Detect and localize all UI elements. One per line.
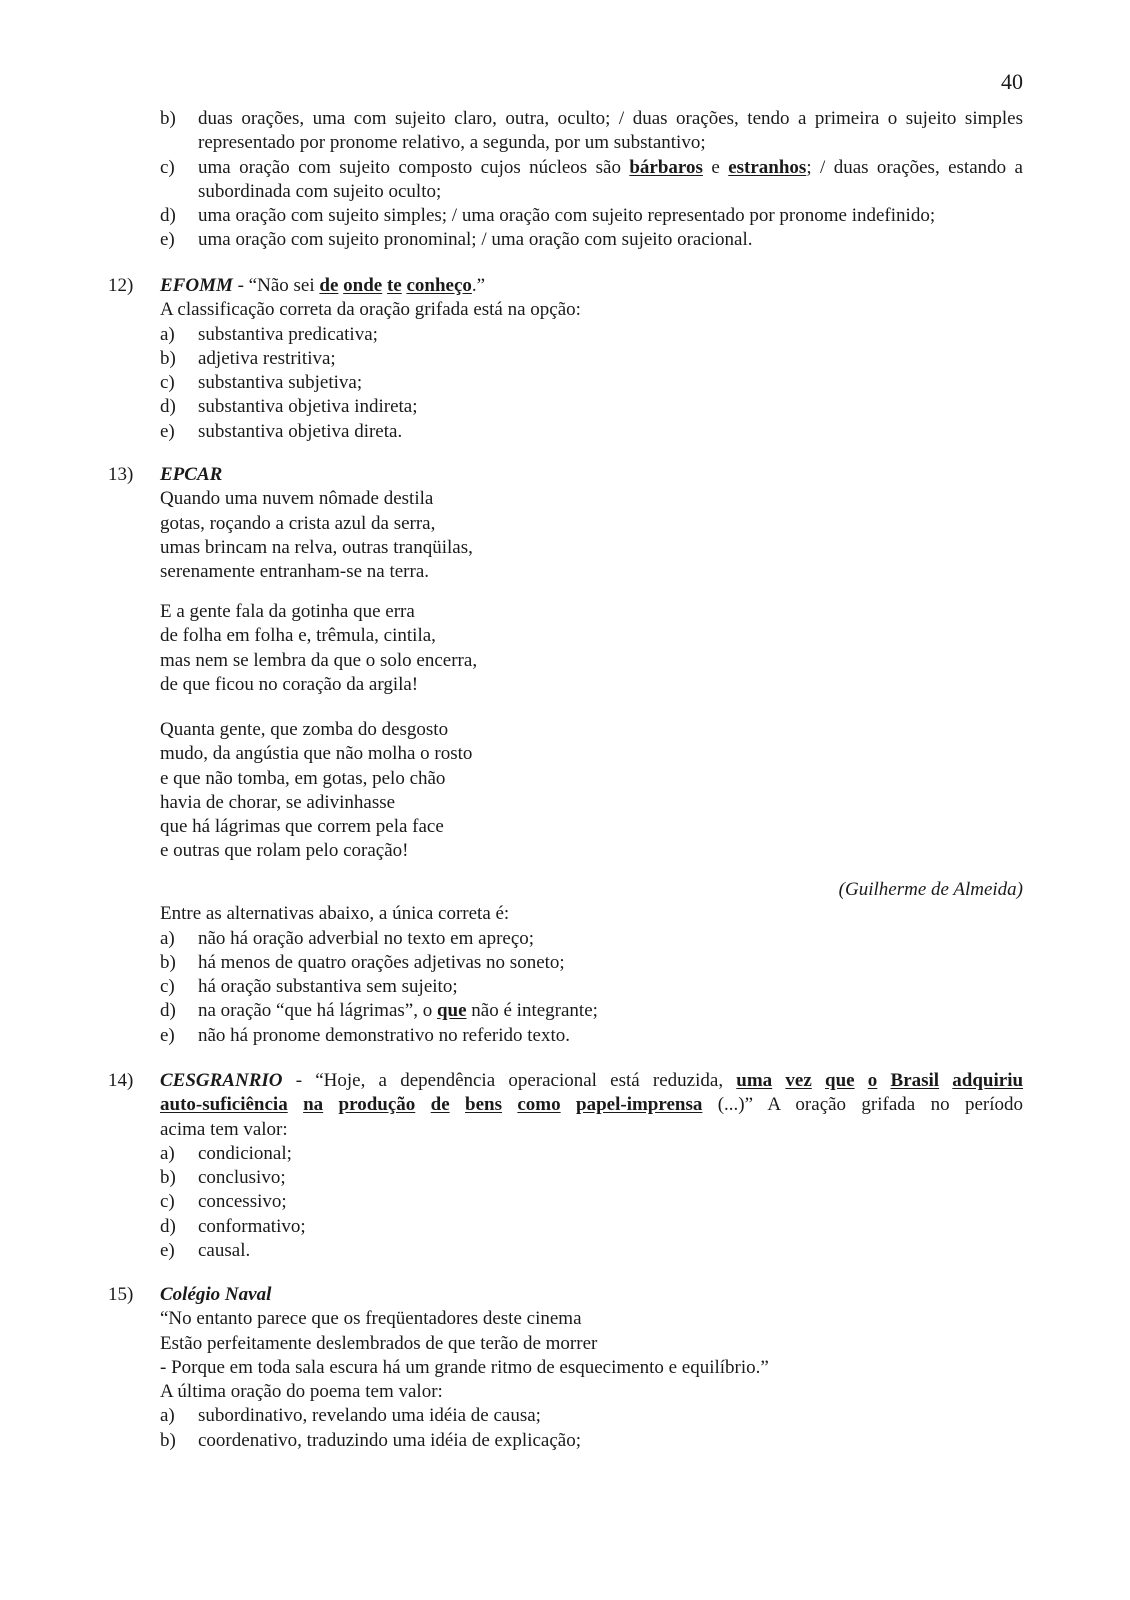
question-14-number: 14) (108, 1070, 134, 1091)
poem-line: Estão perfeitamente deslembrados de que terão de morrer (160, 1332, 598, 1354)
option-a: a) subordinativo, revelando uma idéia de causa; (160, 1405, 541, 1427)
underlined-word: que (436, 1000, 467, 1022)
question-14-stem-line-2: auto-suficiência na produção de bens como papel-imprensa (...)” A oração grifada no período (160, 1094, 1024, 1116)
exam-source: EFOMM (160, 275, 233, 296)
poem-stanza-2: E a gente fala da gotinha que erra de folha em folha e, trêmula, cintila, mas nem se lembra da que o solo encerra, de que ficou no coração da argila! (160, 601, 478, 695)
option-c: c) há oração substantiva sem sujeito; (160, 976, 458, 998)
question-14-stem-line-3: acima tem valor: (160, 1118, 288, 1140)
option-letter: b) (160, 108, 176, 129)
exam-source: CESGRANRIO (160, 1070, 283, 1091)
option-text: uma oração com sujeito composto cujos núcleos são bárbaros e estranhos; / duas orações, estando a subordinada com sujeito oculto; (198, 156, 1023, 202)
option-e: e) substantiva objetiva direta. (160, 420, 403, 442)
option-text: uma oração com sujeito pronominal; / uma oração com sujeito oracional. (198, 229, 753, 251)
question-15-prompt: A última oração do poema tem valor: (160, 1381, 443, 1403)
exam-source: EPCAR (160, 464, 223, 485)
question-12 (160, 274, 1023, 444)
question-15-number: 15) (108, 1284, 134, 1305)
underlined-word: bárbaros (629, 156, 703, 178)
underlined-word: estranhos (728, 156, 807, 178)
option-c: c) concessivo; (160, 1191, 287, 1213)
question-14-stem-line-1: CESGRANRIO - “Hoje, a dependência operacional está reduzida, uma vez que o Brasil adquiriu (160, 1070, 1024, 1091)
option-d: d) na oração “que há lágrimas”, o que não é integrante; (160, 1000, 598, 1022)
option-b: b) conclusivo; (160, 1167, 286, 1189)
option-a: a) substantiva predicativa; (160, 323, 378, 345)
poem-stanza-1: Quando uma nuvem nômade destila gotas, roçando a crista azul da serra, umas brincam na relva, outras tranqüilas, serenamente entranham-se na terra. (160, 488, 473, 583)
question-15 (160, 1283, 1023, 1453)
poem-line: - Porque em toda sala escura há um grande ritmo de esquecimento e equilíbrio.” (160, 1356, 769, 1378)
question-12-stem: EFOMM - “Não sei de onde te conheço.” (160, 275, 486, 296)
exam-source: Colégio Naval (160, 1284, 272, 1305)
poem-line: “No entanto parece que os freqüentadores deste cinema (160, 1308, 582, 1330)
option-d: d) conformativo; (160, 1215, 306, 1237)
option-b: b) coordenativo, traduzindo uma idéia de explicação; (160, 1429, 582, 1451)
option-d (160, 204, 1023, 228)
question-13 (160, 463, 1023, 584)
question-12-number: 12) (108, 275, 134, 296)
option-e (160, 228, 1023, 252)
option-b: b) há menos de quatro orações adjetivas no soneto; (160, 951, 565, 973)
poem-author: (Guilherme de Almeida) (838, 879, 1023, 900)
option-text: duas orações, uma com sujeito claro, outra, oculto; / duas orações, tendo a primeira o sujeito simples representado por pronome relativo, a segunda, por um substantivo; (198, 108, 1023, 154)
option-a: a) não há oração adverbial no texto em apreço; (160, 927, 535, 949)
option-e: e) causal. (160, 1240, 251, 1262)
option-b (160, 107, 1023, 156)
question-12-prompt: A classificação correta da oração grifada está na opção: (160, 299, 581, 321)
question-14 (160, 1069, 1023, 1263)
option-a: a) condicional; (160, 1142, 292, 1164)
option-b: b) adjetiva restritiva; (160, 347, 336, 369)
question-11-options (160, 107, 1023, 253)
option-letter: c) (160, 156, 175, 178)
option-c (160, 156, 1023, 205)
option-d: d) substantiva objetiva indireta; (160, 396, 418, 418)
question-13-number: 13) (108, 464, 134, 485)
page-number: 40 (1001, 69, 1023, 94)
option-letter: e) (160, 229, 175, 251)
question-13-body (160, 878, 1023, 1048)
option-text: uma oração com sujeito simples; / uma oração com sujeito representado por pronome indefinido; (198, 205, 936, 227)
option-e: e) não há pronome demonstrativo no referido texto. (160, 1024, 570, 1046)
poem-stanza-3: Quanta gente, que zomba do desgosto mudo, da angústia que não molha o rosto e que não tomba, em gotas, pelo chão havia de chorar, se adivinhasse que há lágrimas que correm pela face e outras que rolam pelo coração! (160, 719, 473, 862)
option-letter: d) (160, 205, 176, 227)
question-13-prompt: Entre as alternativas abaixo, a única correta é: (160, 903, 510, 925)
option-c: c) substantiva subjetiva; (160, 372, 363, 394)
